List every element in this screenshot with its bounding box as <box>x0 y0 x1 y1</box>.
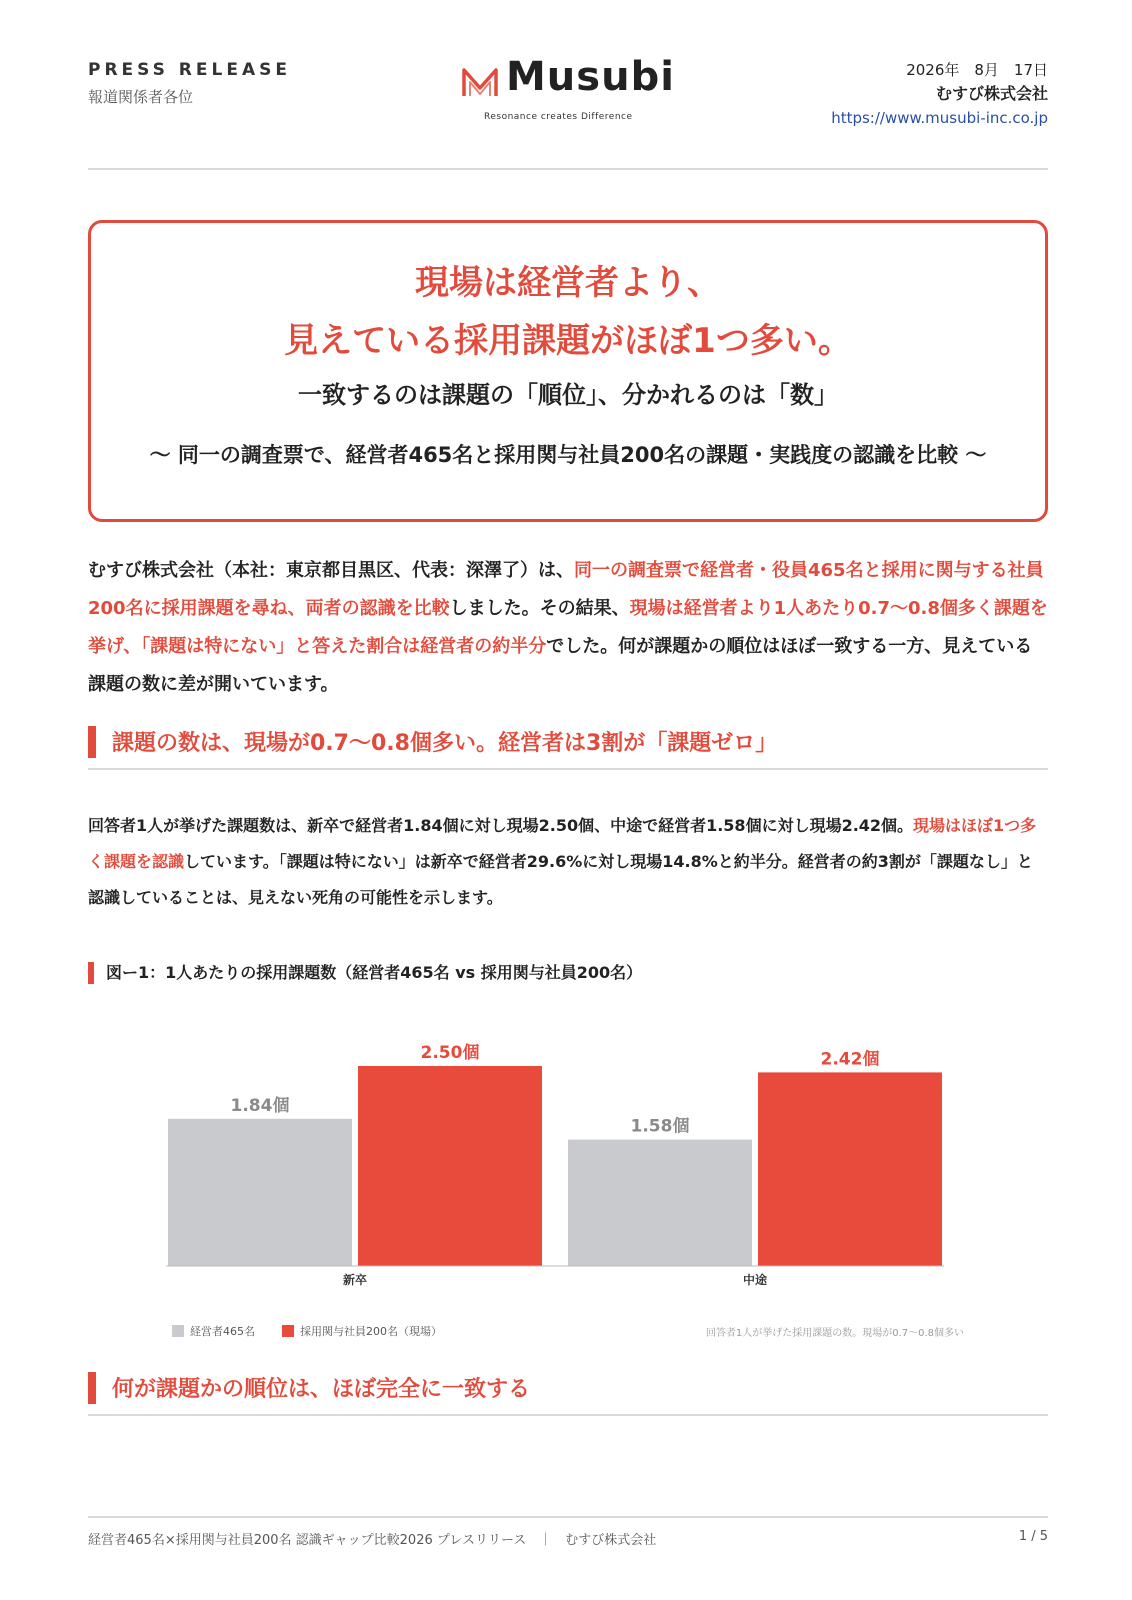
lead-highlight-2: 現場は経営者より1人あたり0.7〜0.8個多く課題を挙げ、「課題は特にない」と答えた割合は経営者の約半分 <box>88 598 1048 657</box>
lead-paragraph <box>88 552 1048 704</box>
company-name: むすび株式会社 <box>935 84 1048 103</box>
lead-text-2: しました。その結果、 <box>449 598 630 619</box>
legend-item-exec <box>172 1323 255 1339</box>
section-accent-bar <box>88 726 96 758</box>
company-url-link[interactable]: https://www.musubi-inc.co.jp <box>831 109 1048 127</box>
data-label-exec-1: 1.58個 <box>630 1116 690 1137</box>
page-number: 1 / 5 <box>1018 1529 1048 1544</box>
headline-line-2: 見えている採用課題がほぼ1つ多い。 <box>284 321 852 361</box>
headline-box <box>88 220 1048 522</box>
issues-per-person-chart <box>150 1030 980 1350</box>
section-divider <box>88 768 1048 770</box>
chart-note: 回答者1人が挙げた採用課題の数。現場が0.7〜0.8個多い <box>705 1328 964 1339</box>
section-heading-1 <box>88 722 1048 762</box>
legend-swatch-field <box>282 1325 294 1337</box>
footer-title: 経営者465名×採用関与社員200名 認識ギャップ比較2026 プレスリリース ｜ むすび株式会社 <box>88 1533 657 1548</box>
legend-swatch-exec <box>172 1325 184 1337</box>
release-meta <box>831 58 1048 130</box>
page-footer <box>88 1525 1048 1549</box>
legend-label-exec: 経営者465名 <box>190 1325 255 1338</box>
bar-field-0 <box>358 1066 542 1266</box>
musubi-logo-icon <box>460 64 500 100</box>
logo-tagline: Resonance creates Difference <box>484 112 633 122</box>
section-accent-bar <box>88 1372 96 1404</box>
legend-label-field: 採用関与社員200名（現場） <box>300 1325 442 1338</box>
survey-overview: ～ 同一の調査票で、経営者465名と採用関与社員200名の課題・実践度の認識を比較 ～ <box>149 443 987 467</box>
lead-text-3: でした。何が課題かの順位はほぼ一致する一方、見えている課題の数に差が開いています。 <box>88 636 1033 695</box>
subheadline: 一致するのは課題の「順位」、分かれるのは「数」 <box>298 381 838 409</box>
press-audience: 報道関係者各位 <box>88 88 194 106</box>
data-label-field-1: 2.42個 <box>820 1049 880 1070</box>
bar-exec-1 <box>568 1140 752 1266</box>
lead-highlight-1: 同一の調査票で経営者・役員465名と採用に関与する社員200名に採用課題を尋ね、両者の認識を比較 <box>88 560 1044 619</box>
figure-accent-bar <box>88 962 94 984</box>
data-label-exec-0: 1.84個 <box>230 1095 290 1116</box>
press-release-label: PRESS RELEASE <box>88 60 291 80</box>
page-header <box>88 56 1048 136</box>
x-tick-label-1: 中途 <box>742 1273 768 1287</box>
data-label-field-0: 2.50個 <box>420 1043 480 1063</box>
legend-item-field <box>282 1323 442 1339</box>
x-tick-label-0: 新卒 <box>342 1273 368 1287</box>
release-date: 2026年 8月 17日 <box>906 61 1048 79</box>
bar-chart-svg <box>150 1030 980 1320</box>
lead-text-1: むすび株式会社（本社：東京都目黒区、代表：深澤了）は、 <box>88 560 574 581</box>
section-heading-2 <box>88 1368 1048 1408</box>
bar-field-1 <box>758 1072 942 1266</box>
section-divider <box>88 1414 1048 1416</box>
body-highlight: 現場はほぼ1つ多く課題を認識 <box>88 816 1037 871</box>
header-divider <box>88 168 1048 170</box>
figure-1-heading <box>88 960 1048 986</box>
bar-exec-0 <box>168 1119 352 1266</box>
section-title: 何が課題かの順位は、ほぼ完全に一致する <box>112 1377 531 1402</box>
headline-line-1: 現場は経営者より、 <box>415 263 721 303</box>
figure-caption: 図ー1：1人あたりの採用課題数（経営者465名 vs 採用関与社員200名） <box>106 963 643 982</box>
body-text-1: 回答者1人が挙げた課題数は、新卒で経営者1.84個に対し現場2.50個、中途で経営者1.58個に対し現場2.42個。 <box>88 816 914 835</box>
logo-wordmark: Musubi <box>506 54 675 100</box>
section-1-body <box>88 808 1048 916</box>
footer-divider <box>88 1516 1048 1518</box>
body-text-2: しています。「課題は特にない」は新卒で経営者29.6%に対し現場14.8%と約半分。経営者の約3割が「課題なし」と認識していることは、見えない死角の可能性を示します。 <box>88 852 1033 907</box>
section-title: 課題の数は、現場が0.7〜0.8個多い。経営者は3割が「課題ゼロ」 <box>112 731 778 756</box>
company-logo <box>460 54 680 122</box>
